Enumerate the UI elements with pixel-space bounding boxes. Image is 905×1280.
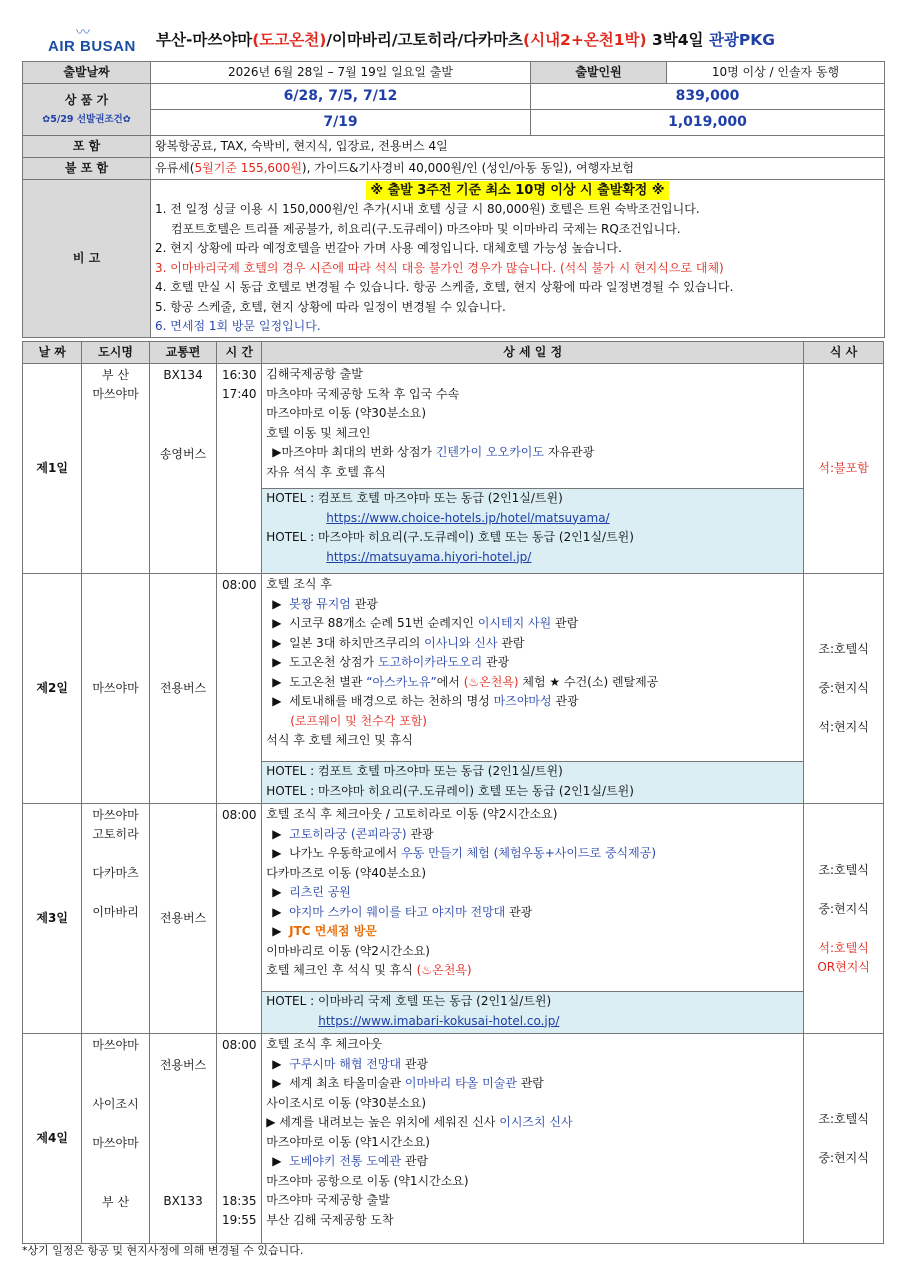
text: 관람 (497, 635, 525, 650)
detail-line: 호텔 조식 후 체크아웃 (266, 1037, 383, 1051)
hotel-line: HOTEL : 컴포트 호텔 마즈야마 또는 동급 (2인1실/트윈) (266, 491, 563, 505)
hotel-line: HOTEL : 이마바리 국제 호텔 또는 동급 (2인1실/트윈) (266, 994, 552, 1008)
day2-meals (804, 574, 884, 804)
day2-transport: 전용버스 (149, 574, 216, 804)
text: ▶ 세계를 내려보는 높은 위치에 세워진 신사 (266, 1115, 500, 1129)
text: 관람 (551, 616, 579, 630)
bird-icon: 〰 (76, 25, 90, 41)
time: 19:55 (221, 1213, 257, 1227)
title-part: 3박4일 (646, 31, 709, 49)
air-busan-logo (46, 22, 156, 58)
price-label: 상 품 가 (64, 92, 109, 107)
detail-line (266, 961, 799, 981)
detail-line: ▶ 고토히라궁 (콘피라궁) 관광 (272, 826, 434, 841)
transport: 송영버스 (159, 447, 207, 461)
remark-label: 비 고 (23, 180, 151, 338)
text: 고토히라궁 (콘피라궁) (289, 826, 407, 841)
meal: 중:현지식 (818, 681, 869, 695)
title-part: 부산-마쓰야마 (156, 31, 253, 49)
detail-line: 김해국제공항 출발 (266, 367, 363, 381)
remark-line: 6. 면세점 1회 방문 일정입니다. (155, 319, 321, 333)
text: (♨온천욕) (463, 674, 519, 689)
text: 관광 (401, 1056, 429, 1071)
text: ▶마즈야마 최대의 번화 상점가 (272, 445, 436, 459)
text: 관광 (406, 826, 434, 841)
detail-line: 마츠야마 국제공항 도착 후 입국 수속 (266, 386, 460, 401)
detail-line: ▶ 야지마 스카이 웨이를 타고 야지마 전망대 관광 (272, 904, 533, 919)
title-part: (시내2+온천1박) (523, 31, 647, 49)
detail-line (266, 1113, 799, 1133)
meal: 중:현지식 (818, 901, 869, 916)
text: 이시테지 사원 (477, 616, 552, 630)
remark-line: 5. 항공 스케줄, 호텔, 현지 상황에 따라 일정이 변경될 수 있습니다. (155, 299, 506, 314)
day1-cities (82, 364, 149, 574)
title-part: 관광PKG (708, 31, 775, 49)
city: 마쓰야마 (92, 1038, 139, 1052)
detail-line: 마즈야마로 이동 (약1시간소요) (266, 1134, 430, 1149)
city: 부 산 (102, 1195, 130, 1209)
day2-time: 08:00 (217, 574, 262, 804)
city: 마쓰야마 (92, 1136, 139, 1150)
day3-cities (82, 804, 149, 1034)
city: 사이조시 (92, 1097, 139, 1111)
day1-detail (262, 364, 804, 489)
text: 도고온천 별관 (289, 674, 367, 689)
detail-line (266, 443, 799, 463)
city: 이마바리 (92, 905, 139, 919)
people: 10명 이상 / 인솔자 동행 (667, 62, 885, 84)
text: 리츠린 공원 (289, 885, 351, 899)
detail-line: ▶ 시코쿠 88개소 순례 51번 순례지인 이시테지 사원 관람 (272, 616, 579, 630)
exclude-label: 불 포 함 (23, 158, 151, 180)
day3-detail (262, 804, 804, 992)
text: 마즈야마성 (493, 694, 552, 708)
text: 이사니와 신사 (424, 635, 498, 650)
text: 우동 만들기 체험 (체험우동+사이드로 중식제공) (401, 846, 657, 860)
footer-note: *상기 일정은 항공 및 현지사정에 의해 변경될 수 있습니다. (22, 1244, 304, 1257)
text: 에서 (436, 674, 464, 689)
day1-times (217, 364, 262, 574)
remark-line: 1. 전 일정 싱글 이용 시 150,000원/인 추가(시내 호텔 싱글 시 80,000원) 호텔은 트윈 숙박조건입니다. (155, 202, 700, 216)
detail-line: ▶ 도고온천 상점가 도고하이카라도오리 관광 (272, 655, 510, 669)
day3-transport: 전용버스 (149, 804, 216, 1034)
time: 18:35 (221, 1194, 257, 1208)
text: 호텔 체크인 후 석식 및 휴식 (266, 963, 417, 977)
meal: 석:현지식 (818, 720, 869, 734)
detail-line: ▶ 구루시마 해협 전망대 관광 (272, 1056, 429, 1071)
detail-line: ▶ 나가노 우동학교에서 우동 만들기 체험 (체험우동+사이드로 중식제공) (272, 846, 657, 860)
text: 시코쿠 88개소 순례 51번 순례지인 (289, 616, 478, 630)
detail-line: ▶ JTC 면세점 방문 (272, 924, 377, 938)
price-label-cell (23, 84, 151, 136)
detail-line: 호텔 이동 및 체크인 (266, 425, 371, 440)
detail-line: 부산 김해 국제공항 도착 (266, 1212, 394, 1227)
page-title (156, 28, 775, 50)
price-note: ✿5/29 선발권조건✿ (42, 113, 131, 125)
day3-meals (804, 804, 884, 1034)
text: 관광 (350, 596, 378, 611)
remark-line: 4. 호텔 만실 시 동급 호텔로 변경될 수 있습니다. 항공 스케줄, 호텔, 현지 상황에 따라 일정변경될 수 있습니다. (155, 280, 734, 294)
exclude-pre: 유류세( (155, 161, 195, 175)
exclude-post: ), 가이드&기사경비 40,000원/인 (성인/아동 동일), 여행자보험 (301, 161, 634, 175)
exclude-red: 5월기준 155,600원 (194, 161, 302, 175)
day4-cities (82, 1034, 149, 1244)
flight: BX134 (163, 368, 203, 382)
exclude-text (151, 158, 885, 180)
day1-meal: 석:불포함 (804, 364, 884, 574)
meal: 조:호텔식 (818, 862, 869, 877)
text: 도베야키 전통 도예관 (289, 1154, 402, 1168)
depart-date-label: 출발날짜 (23, 62, 151, 84)
detail-line: ▶ 리츠린 공원 (272, 885, 351, 899)
price-2: 1,019,000 (531, 110, 885, 136)
day1-transport (149, 364, 216, 574)
col-transport: 교통편 (149, 342, 216, 364)
col-time: 시 간 (217, 342, 262, 364)
text: 이시즈치 신사 (499, 1115, 573, 1129)
price-dates-1: 6/28, 7/5, 7/12 (151, 84, 531, 110)
meal: 조:호텔식 (818, 1111, 869, 1126)
day2-city: 마쓰야마 (82, 574, 149, 804)
day3-hotels (262, 992, 804, 1034)
title-part: /이마바리/고토히라/다카마츠 (326, 31, 524, 49)
detail-line: (로프웨이 및 천수각 포함) (290, 713, 427, 728)
day4-meals (804, 1034, 884, 1244)
day2-label: 제2일 (23, 574, 82, 804)
flight: BX133 (163, 1194, 203, 1208)
detail-line: 호텔 조식 후 체크아웃 / 고토히라로 이동 (약2시간소요) (266, 807, 558, 821)
detail-line: 사이조시로 이동 (약30분소요) (266, 1095, 427, 1110)
detail-line: ▶ 봇짱 뮤지엄 관광 (272, 596, 378, 611)
detail-line: 석식 후 호텔 체크인 및 휴식 (266, 733, 413, 747)
col-city: 도시명 (82, 342, 149, 364)
text: 세계 최초 타올미술관 (289, 1076, 405, 1090)
remark-cell (151, 180, 885, 338)
document-header (20, 18, 890, 60)
remark-line: 3. 이마바리국제 호텔의 경우 시즌에 따라 석식 대응 불가인 경우가 많습니다. (석식 불가 시 현지식으로 대체) (155, 260, 724, 275)
text: 관광 (482, 655, 510, 669)
remark-line: 컴포트호텔은 트리플 제공불가, 히요리(구.도큐레이) 마즈야마 및 이마바리 국제는 RQ조건입니다. (171, 221, 681, 236)
col-detail: 상 세 일 정 (262, 342, 804, 364)
col-meal: 식 사 (804, 342, 884, 364)
transport: 전용버스 (159, 1058, 207, 1072)
text: 긴텐가이 오오카이도 (435, 445, 544, 459)
detail-line: 마즈야마 공항으로 이동 (약1시간소요) (266, 1173, 469, 1188)
price-dates-2: 7/19 (151, 110, 531, 136)
day1-label: 제1일 (23, 364, 82, 574)
day2-detail (262, 574, 804, 762)
include-label: 포 함 (23, 136, 151, 158)
day4-transport (149, 1034, 216, 1244)
info-table (22, 61, 885, 338)
people-label: 출발인원 (531, 62, 667, 84)
day3-label: 제3일 (23, 804, 82, 1034)
time: 08:00 (221, 1038, 257, 1052)
meal: 조:호텔식 (818, 642, 869, 656)
detail-line: 호텔 조식 후 (266, 577, 332, 591)
day3-time: 08:00 (217, 804, 262, 1034)
text: 이마바리 타올 미술관 (404, 1076, 517, 1090)
hotel-line: HOTEL : 마즈야마 히요리(구.도큐레이) 호텔 또는 동급 (2인1실/트윈) (266, 783, 634, 798)
meal: 석:호텔식 (818, 940, 869, 955)
city: 다카마츠 (92, 866, 139, 880)
title-part: (도고온천) (252, 31, 327, 49)
text: “아스카노유” (366, 674, 437, 689)
day4-detail (262, 1034, 804, 1244)
text: 체험 ★ 수건(소) 렌탈제공 (518, 674, 659, 689)
meal: OR현지식 (817, 959, 870, 974)
day4-label: 제4일 (23, 1034, 82, 1244)
remark-highlight: ※ 출발 3주전 기준 최소 10명 이상 시 출발확정 ※ (366, 181, 668, 200)
text: 일본 3대 하치만즈쿠리의 (289, 635, 425, 650)
city: 부 산 (102, 368, 130, 382)
text: 자유관광 (544, 445, 595, 459)
hotel-line: HOTEL : 컴포트 호텔 마즈야마 또는 동급 (2인1실/트윈) (266, 764, 563, 778)
detail-line: ▶ 세계 최초 타올미술관 이마바리 타올 미술관 관람 (272, 1076, 544, 1090)
day1-hotels (262, 489, 804, 574)
logo-text: AIR BUSAN (48, 38, 136, 55)
text: 봇짱 뮤지엄 (289, 596, 351, 611)
price-1: 839,000 (531, 84, 885, 110)
hotel-link[interactable]: https://www.choice-hotels.jp/hotel/matsuyama/ (326, 510, 610, 525)
detail-line: ▶ 도베야키 전통 도예관 관람 (272, 1154, 429, 1168)
city: 고토히라 (92, 827, 139, 841)
remark-line: 2. 현지 상황에 따라 예정호텔을 번갈아 가며 사용 예정입니다. 대체호텔 가능성 높습니다. (155, 241, 622, 255)
col-date: 날 짜 (23, 342, 82, 364)
detail-line: ▶ 일본 3대 하치만즈쿠리의 이사니와 신사 관람 (272, 635, 525, 650)
include-text: 왕복항공료, TAX, 숙박비, 현지식, 입장료, 전용버스 4일 (151, 136, 885, 158)
detail-line: ▶ 도고온천 별관 “아스카노유”에서 (♨온천욕) 체험 ★ 수건(소) 렌탈제공 (272, 674, 659, 689)
text: 관람 (401, 1154, 429, 1168)
time: 17:40 (221, 387, 257, 401)
meal: 중:현지식 (818, 1150, 869, 1165)
text: 구루시마 해협 전망대 (289, 1056, 402, 1071)
hotel-link[interactable]: https://matsuyama.hiyori-hotel.jp/ (326, 549, 532, 564)
text: 나가노 우동학교에서 (289, 846, 402, 860)
text: 야지마 스카이 웨이를 타고 야지마 전망대 (289, 904, 506, 919)
depart-date: 2026년 6월 28일 – 7월 19일 일요일 출발 (151, 62, 531, 84)
detail-line: 이마바리로 이동 (약2시간소요) (266, 943, 430, 958)
text: (♨온천욕) (416, 963, 472, 977)
text: JTC 면세점 방문 (289, 924, 377, 938)
time: 16:30 (221, 368, 257, 382)
detail-line: ▶ 세토내해를 배경으로 하는 천하의 명성 마즈야마성 관광 (272, 694, 579, 708)
city: 마쓰야마 (92, 387, 139, 401)
detail-line: 자유 석식 후 호텔 휴식 (266, 464, 386, 479)
day4-times (217, 1034, 262, 1244)
text: 도고온천 상점가 (289, 655, 378, 669)
schedule-table (22, 341, 884, 1244)
text: 세토내해를 배경으로 하는 천하의 명성 (289, 694, 494, 708)
hotel-link[interactable]: https://www.imabari-kokusai-hotel.co.jp/ (318, 1013, 560, 1028)
text: 관광 (551, 694, 579, 708)
detail-line: 마즈야마로 이동 (약30분소요) (266, 406, 427, 420)
text: 관광 (505, 904, 533, 919)
text: 도고하이카라도오리 (377, 655, 483, 669)
hotel-line: HOTEL : 마즈야마 히요리(구.도큐레이) 호텔 또는 동급 (2인1실/트윈) (266, 530, 634, 544)
city: 마쓰야마 (92, 808, 139, 822)
detail-line: 다카마즈로 이동 (약40분소요) (266, 865, 427, 880)
day2-hotels (262, 762, 804, 804)
detail-line: 마즈야마 국제공항 출발 (266, 1193, 390, 1207)
text: 관람 (516, 1076, 544, 1090)
